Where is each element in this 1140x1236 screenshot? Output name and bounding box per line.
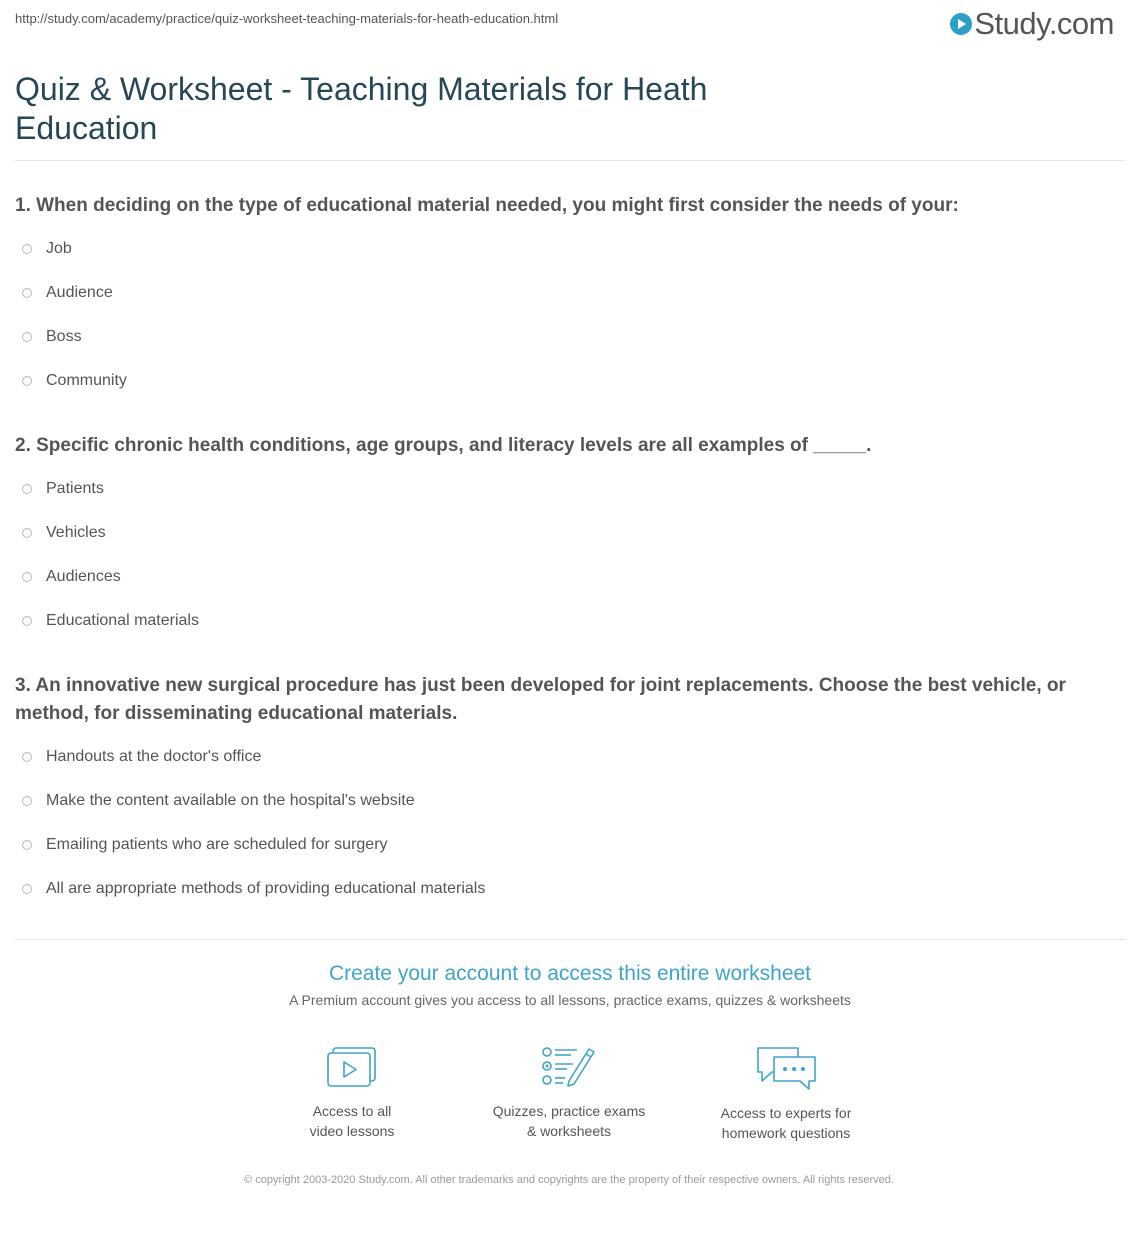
radio-icon[interactable] xyxy=(22,616,32,626)
radio-icon[interactable] xyxy=(22,796,32,806)
feature-label-line2: video lessons xyxy=(309,1123,395,1139)
answer-label: Boss xyxy=(46,328,82,345)
answer-label: Community xyxy=(46,372,127,389)
answer-label: Handouts at the doctor's office xyxy=(46,748,262,765)
answer-label: Audience xyxy=(46,284,113,301)
page-url: http://study.com/academy/practice/quiz-worksheet-teaching-materials-for-heath-education.html xyxy=(15,11,559,26)
feature-label-line2: & worksheets xyxy=(526,1123,612,1139)
feature-label-line1: Access to experts for xyxy=(720,1105,852,1121)
radio-icon[interactable] xyxy=(22,376,32,386)
section-divider xyxy=(15,939,1125,940)
logo-text: Study.com xyxy=(974,6,1114,41)
radio-icon[interactable] xyxy=(22,288,32,298)
radio-icon[interactable] xyxy=(22,572,32,582)
video-lessons-icon xyxy=(326,1045,378,1089)
feature-video-lessons xyxy=(252,1045,452,1141)
answer-option[interactable] xyxy=(22,271,1022,315)
answer-label: Vehicles xyxy=(46,524,106,541)
quiz-checklist-icon xyxy=(541,1045,597,1089)
question-1-options xyxy=(22,227,1022,403)
question-3-options xyxy=(22,735,1022,911)
answer-option[interactable] xyxy=(22,511,1022,555)
radio-icon[interactable] xyxy=(22,752,32,762)
radio-icon[interactable] xyxy=(22,528,32,538)
radio-icon[interactable] xyxy=(22,484,32,494)
answer-option[interactable] xyxy=(22,359,1022,403)
answer-option[interactable] xyxy=(22,867,1022,911)
answer-option[interactable] xyxy=(22,555,1022,599)
feature-label-line1: Access to all xyxy=(312,1103,392,1119)
play-logo-icon xyxy=(950,13,972,35)
chat-bubbles-icon xyxy=(754,1045,818,1091)
answer-option[interactable] xyxy=(22,779,1022,823)
radio-icon[interactable] xyxy=(22,244,32,254)
answer-option[interactable] xyxy=(22,467,1022,511)
question-2: 2. Specific chronic health conditions, age groups, and literacy levels are all examples of _____. xyxy=(15,435,872,456)
answer-label: All are appropriate methods of providing educational materials xyxy=(46,880,486,897)
feature-quizzes xyxy=(469,1045,669,1141)
premium-description: A Premium account gives you access to all lessons, practice exams, quizzes & worksheets xyxy=(289,992,851,1008)
question-3: 3. An innovative new surgical procedure has just been developed for joint replacements. Choose the best vehicle, or method, for disseminating educational materials. xyxy=(15,675,1066,724)
create-account-link[interactable]: Create your account to access this entire worksheet xyxy=(328,962,812,985)
answer-option[interactable] xyxy=(22,599,1022,643)
feature-label-line2: homework questions xyxy=(721,1125,851,1141)
page-title: Quiz & Worksheet - Teaching Materials for Heath Education xyxy=(15,71,708,146)
answer-label: Emailing patients who are scheduled for surgery xyxy=(46,836,388,853)
feature-experts xyxy=(686,1045,886,1143)
answer-option[interactable] xyxy=(22,823,1022,867)
title-divider xyxy=(15,160,1125,161)
answer-option[interactable] xyxy=(22,227,1022,271)
radio-icon[interactable] xyxy=(22,840,32,850)
study-logo[interactable] xyxy=(950,6,1114,42)
feature-label-line1: Quizzes, practice exams xyxy=(492,1103,646,1119)
answer-label: Job xyxy=(46,240,72,257)
answer-label: Patients xyxy=(46,480,104,497)
radio-icon[interactable] xyxy=(22,884,32,894)
answer-label: Make the content available on the hospital's website xyxy=(46,792,415,809)
answer-option[interactable] xyxy=(22,315,1022,359)
answer-label: Audiences xyxy=(46,568,121,585)
copyright-text: © copyright 2003-2020 Study.com. All other trademarks and copyrights are the property of their respective owners. All rights reserved. xyxy=(244,1174,894,1186)
question-2-options xyxy=(22,467,1022,643)
answer-option[interactable] xyxy=(22,735,1022,779)
question-1: 1. When deciding on the type of educational material needed, you might first consider the needs of your: xyxy=(15,195,959,216)
answer-label: Educational materials xyxy=(46,612,199,629)
radio-icon[interactable] xyxy=(22,332,32,342)
